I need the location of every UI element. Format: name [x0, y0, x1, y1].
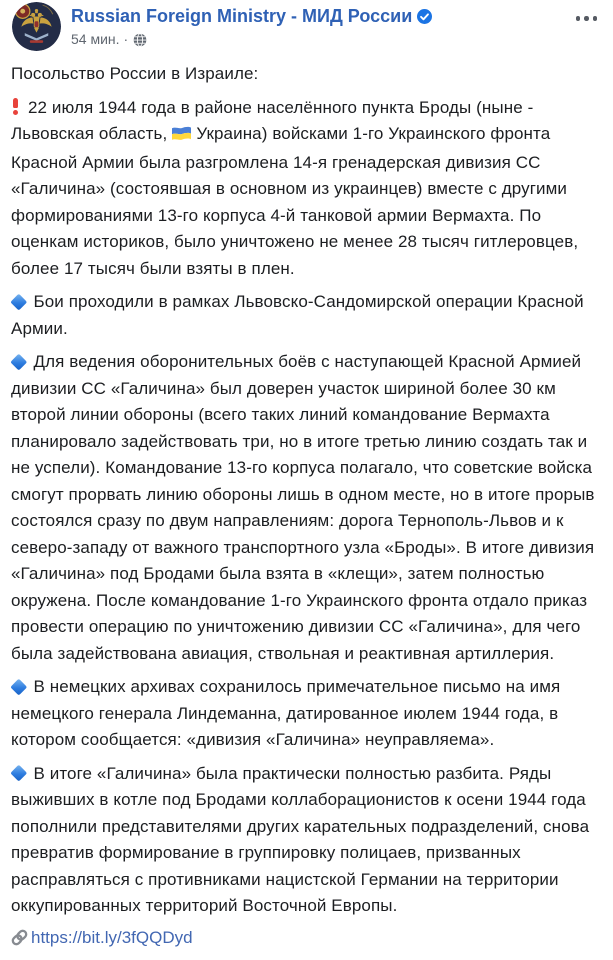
- lead-text-after-flag: Украина) войсками 1-го Украинского фронта Красной Армии была разгромлена 14-я гренадерская дивизия СС «Галичина» (состоявшая в основном из украинцев) вместе с другими формированиями 13-го корпуса 4-й танковой армии Вермахта. По оценкам историков, было уничтожено не менее 28 тысяч гитлеровцев, более 17 тысяч были взяты в плен.: [11, 124, 579, 278]
- lead-text-before-flag: 22 июля 1944 года в районе населённого пункта Броды (ныне - Львовская область,: [11, 97, 534, 143]
- dot-icon: [584, 16, 589, 21]
- post-bullet-paragraph: [11, 674, 600, 754]
- post-lead-paragraph: [11, 95, 600, 283]
- page-name-link[interactable]: Russian Foreign Ministry - МИД России: [71, 6, 413, 26]
- post-intro-paragraph: [11, 61, 600, 88]
- globe-privacy-icon: [133, 33, 147, 47]
- post-bullet-paragraph: [11, 349, 600, 667]
- ukraine-flag-icon: [171, 123, 192, 150]
- bullet-text: В немецких архивах сохранилось примечательное письмо на имя немецкого генерала Линдеманна, датированное июлем 1944 года, в котором сообщается: «дивизия «Галичина» неуправляема».: [11, 677, 561, 749]
- external-link[interactable]: https://bit.ly/3fQQDyd: [31, 927, 193, 947]
- blue-diamond-icon: [11, 293, 27, 309]
- russian-mfa-emblem-icon: [12, 2, 61, 51]
- post-link-row: [0, 927, 613, 960]
- post-bullet-paragraph: [11, 761, 600, 920]
- blue-diamond-icon: [11, 353, 27, 369]
- post-bullet-paragraph: [11, 289, 600, 342]
- dot-icon: [576, 16, 581, 21]
- post-meta: [71, 31, 432, 47]
- post-body: [0, 61, 613, 920]
- bullet-text: Бои проходили в рамках Львовско-Сандомирской операции Красной Армии.: [11, 292, 584, 338]
- red-exclamation-icon: [12, 98, 19, 115]
- post-options-button[interactable]: [570, 8, 604, 29]
- intro-text: Посольство России в Израиле:: [11, 64, 259, 83]
- bullet-text: Для ведения оборонительных боёв с наступающей Красной Армией дивизии СС «Галичина» был доверен участок шириной более 30 км второй линии обороны (всего таких линий командование Вермахта планировало задействовать три, но в итоге третью линию создать так и не успели). Командование 13-го корпуса полагало, что советские войска смогут прорвать линию обороны лишь в одном месте, но в итоге прорыв состоялся сразу по двум направлениям: дорога Тернополь-Львов и к северо-западу от важного транспортного узла «Броды». В итоге дивизия «Галичина» под Бродами была взята в «клещи», затем полностью окружена. После командование 1-го Украинского фронта отдало приказ провести операцию по уничтожению дивизии СС «Галичина», для чего была задействована авиация, ствольная и реактивная артиллерия.: [11, 352, 595, 663]
- blue-diamond-icon: [11, 765, 27, 781]
- avatar[interactable]: [12, 2, 61, 51]
- dot-icon: [593, 16, 598, 21]
- blue-diamond-icon: [11, 678, 27, 694]
- post-header: [0, 0, 613, 61]
- meta-separator: ·: [123, 31, 129, 47]
- bullet-text: В итоге «Галичина» была практически полностью разбита. Ряды выживших в котле под Бродами коллаборационистов к осени 1944 года пополнили представителями других карательных подразделений, снова превратив формирование в группировку полицаев, призванных расправляться с противниками нацистской Германии на территории оккупированных территорий Восточной Европы.: [11, 763, 590, 915]
- link-chain-icon: [10, 928, 29, 947]
- post-timestamp[interactable]: 54 мин.: [71, 31, 120, 47]
- header-text-block: [71, 2, 432, 47]
- verified-badge-icon: [417, 9, 432, 24]
